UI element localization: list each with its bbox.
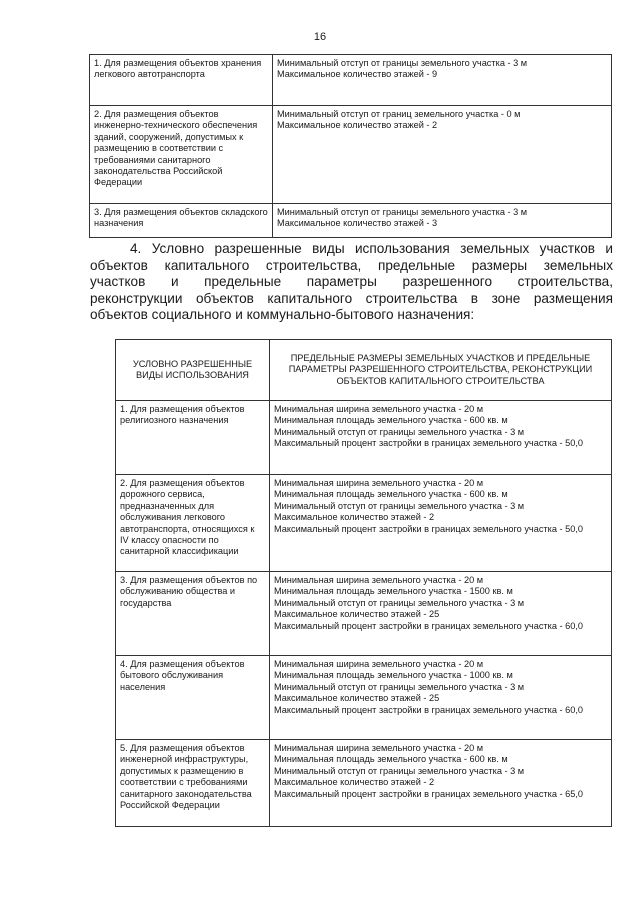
param-line: Максимальное количество этажей - 2 bbox=[274, 512, 435, 523]
param-line: Максимальный процент застройки в границах земельного участка - 60,0 bbox=[274, 704, 584, 715]
param-line: Минимальная площадь земельного участка - 1000 кв. м bbox=[274, 670, 513, 681]
param-line: Минимальная ширина земельного участка - 20 м bbox=[274, 575, 484, 585]
param-line: Минимальный отступ от границы земельного участка - 3 м bbox=[274, 500, 525, 511]
use-cell bbox=[90, 204, 273, 238]
table-header-row bbox=[116, 340, 612, 401]
use-text: 4. Для размещения объектов бытового обслуживания населения bbox=[120, 659, 245, 692]
header-text: УСЛОВНО РАЗРЕШЕННЫЕ ВИДЫ ИСПОЛЬЗОВАНИЯ bbox=[132, 358, 253, 380]
param-line: Минимальный отступ от границы земельного участка - 3 м bbox=[274, 597, 525, 608]
paragraph-line: участков и предельные параметры разрешенного строительства, bbox=[90, 274, 613, 290]
use-text: 2. Для размещения объектов инженерно-технического обеспечения зданий, сооружений, допустимых к размещению в соответствии с требованиями санитарного законодательства Российской Федерации bbox=[94, 109, 258, 188]
table-row bbox=[116, 572, 612, 656]
use-text: 1. Для размещения объектов религиозного назначения bbox=[120, 404, 245, 426]
table-row bbox=[90, 204, 612, 238]
page-number: 16 bbox=[313, 31, 327, 43]
conditional-uses-table bbox=[115, 339, 612, 827]
param-line: Максимальное количество этажей - 25 bbox=[274, 693, 440, 704]
params-cell bbox=[270, 572, 612, 656]
param-line: Минимальная площадь земельного участка - 600 кв. м bbox=[274, 489, 508, 500]
use-cell bbox=[90, 106, 273, 204]
param-line: Минимальный отступ от границы земельного участка - 3 м bbox=[274, 681, 525, 692]
header-col-params bbox=[270, 340, 612, 401]
param-line: Минимальный отступ от границ земельного участка - 0 м bbox=[277, 109, 521, 119]
params-cell bbox=[270, 740, 612, 827]
param-line: Максимальный процент застройки в границах земельного участка - 50,0 bbox=[274, 438, 584, 449]
table-row bbox=[90, 106, 612, 204]
table-row bbox=[116, 656, 612, 740]
paragraph-line: реконструкции объектов капитального строительства в зоне размещения bbox=[90, 290, 613, 306]
param-line: Минимальная ширина земельного участка - 20 м bbox=[274, 659, 484, 669]
params-cell bbox=[273, 55, 612, 106]
param-line: Максимальное количество этажей - 2 bbox=[277, 120, 438, 131]
param-line: Максимальное количество этажей - 25 bbox=[274, 609, 440, 620]
param-line: Минимальный отступ от границы земельного участка - 3 м bbox=[277, 58, 528, 68]
param-line: Минимальный отступ от границы земельного участка - 3 м bbox=[277, 207, 528, 217]
use-text: 5. Для размещения объектов инженерной инфраструктуры, допустимых к размещению в соответствии с требованиями санитарного законодательства Российской Федерации bbox=[120, 743, 252, 811]
param-line: Максимальное количество этажей - 9 bbox=[277, 69, 438, 80]
param-line: Минимальный отступ от границы земельного участка - 3 м bbox=[274, 765, 525, 776]
param-line: Минимальная площадь земельного участка - 600 кв. м bbox=[274, 415, 508, 426]
param-line: Минимальная ширина земельного участка - 20 м bbox=[274, 743, 484, 753]
use-cell bbox=[116, 740, 270, 827]
header-text: ПРЕДЕЛЬНЫЕ РАЗМЕРЫ ЗЕМЕЛЬНЫХ УЧАСТКОВ И ПРЕДЕЛЬНЫЕ ПАРАМЕТРЫ РАЗРЕШЕННОГО СТРОИТЕЛЬСТВА, РЕКОНСТРУКЦИИ ОБЪЕКТОВ КАПИТАЛЬНОГО СТРОИТЕЛЬСТВА bbox=[288, 352, 593, 386]
paragraph-line: объектов капитального строительства, предельные размеры земельных bbox=[90, 257, 613, 273]
param-line: Минимальная ширина земельного участка - 20 м bbox=[274, 404, 484, 414]
use-text: 1. Для размещения объектов хранения легкового автотранспорта bbox=[94, 58, 262, 80]
table-row bbox=[116, 740, 612, 827]
permitted-uses-table bbox=[89, 54, 612, 238]
params-cell bbox=[273, 204, 612, 238]
params-cell bbox=[270, 475, 612, 572]
table-row bbox=[90, 55, 612, 106]
table-row bbox=[116, 475, 612, 572]
use-cell bbox=[116, 572, 270, 656]
param-line: Максимальный процент застройки в границах земельного участка - 65,0 bbox=[274, 788, 584, 799]
paragraph-line: объектов социального и коммунально-бытового назначения: bbox=[90, 307, 475, 323]
use-cell bbox=[116, 475, 270, 572]
param-line: Максимальное количество этажей - 2 bbox=[274, 777, 435, 788]
param-line: Максимальный процент застройки в границах земельного участка - 50,0 bbox=[274, 523, 584, 534]
use-cell bbox=[116, 656, 270, 740]
use-text: 3. Для размещения объектов по обслуживанию общества и государства bbox=[120, 575, 258, 608]
param-line: Максимальное количество этажей - 3 bbox=[277, 218, 438, 229]
section-heading-paragraph bbox=[90, 241, 613, 324]
params-cell bbox=[273, 106, 612, 204]
paragraph-line: 4. Условно разрешенные виды использования земельных участков и bbox=[130, 241, 613, 256]
param-line: Максимальный процент застройки в границах земельного участка - 60,0 bbox=[274, 620, 584, 631]
use-cell bbox=[116, 401, 270, 475]
params-cell bbox=[270, 656, 612, 740]
param-line: Минимальная площадь земельного участка - 1500 кв. м bbox=[274, 586, 513, 597]
param-line: Минимальная площадь земельного участка - 600 кв. м bbox=[274, 754, 508, 765]
params-cell bbox=[270, 401, 612, 475]
table-row bbox=[116, 401, 612, 475]
param-line: Минимальная ширина земельного участка - 20 м bbox=[274, 478, 484, 488]
use-text: 3. Для размещения объектов складского назначения bbox=[94, 207, 268, 229]
use-text: 2. Для размещения объектов дорожного сервиса, предназначенных для обслуживания легкового автотранспорта, относящихся к IV классу опасности по санитарной классификации bbox=[120, 478, 255, 557]
header-col-uses bbox=[116, 340, 270, 401]
param-line: Минимальный отступ от границы земельного участка - 3 м bbox=[274, 426, 525, 437]
use-cell bbox=[90, 55, 273, 106]
